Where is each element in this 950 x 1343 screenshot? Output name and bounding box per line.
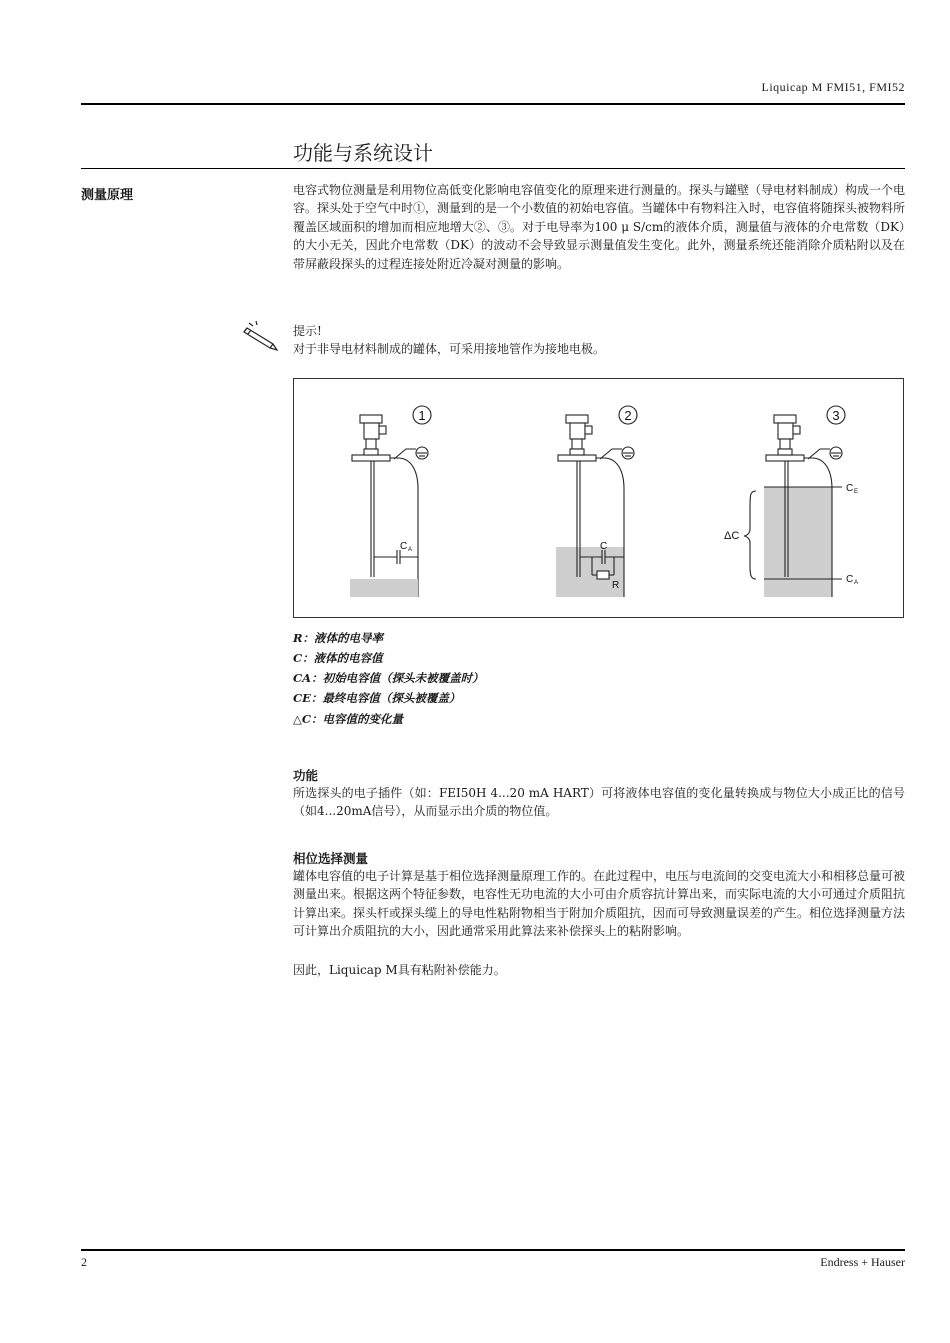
header-rule	[81, 103, 905, 105]
legend-ca: CA：初始电容值（探头未被覆盖时）	[293, 671, 484, 685]
document-header-title: Liquicap M FMI51, FMI52	[761, 80, 905, 94]
pencil-note-icon	[243, 320, 281, 352]
figure-label-ca3: C	[846, 574, 854, 585]
legend-r: R：液体的电导率	[293, 631, 384, 645]
function-heading: 功能	[293, 768, 319, 783]
measurement-figure	[293, 378, 904, 618]
figure-label-3: 3	[832, 408, 840, 423]
phase-heading: 相位选择测量	[293, 851, 369, 866]
figure-label-r2: R	[612, 580, 620, 591]
section-rule	[81, 168, 905, 169]
note-title: 提示!	[293, 324, 322, 338]
measurement-principle-heading: 测量原理	[81, 188, 134, 203]
figure-label-ca3-sub: A	[854, 580, 859, 586]
initial-liquid-level	[350, 579, 418, 597]
probe-diagram	[294, 379, 903, 617]
full-liquid-level	[764, 487, 832, 597]
legend-c: C：液体的电容值	[293, 651, 383, 665]
figure-label-1: 1	[418, 408, 426, 423]
page-number: 2	[81, 1255, 87, 1269]
phase-text-conclusion: 因此，Liquicap M具有粘附补偿能力。	[293, 963, 506, 977]
figure-label-delta-c: ΔC	[724, 530, 740, 542]
figure-label-ca1: C	[400, 541, 408, 552]
footer-rule	[81, 1249, 905, 1251]
section-title: 功能与系统设计	[293, 141, 433, 165]
legend-delta-c: △C：电容值的变化量	[293, 712, 403, 726]
figure-label-ce3: C	[846, 483, 854, 494]
footer-brand: Endress + Hauser	[820, 1255, 905, 1269]
phase-text: 罐体电容值的电子计算是基于相位选择测量原理工作的。在此过程中，电压与电流间的交变电流大小和相移总量可被测量出来。根据这两个特征参数，电容性无功电流的大小可由介质容抗计算出来，而实际电流的大小可通过介质阻抗计算出来。探头杆或探头缆上的导电性粘附物相当于附加介质阻抗，因而可导致测量误差的产生。相位选择测量方法可计算出介质阻抗的大小，因此通常采用此算法来补偿探头上的粘附影响。	[293, 869, 906, 939]
function-text: 所选探头的电子插件（如：FEI50H 4...20 mA HART）可将液体电容值的变化量转换成与物位大小成正比的信号（如4...20mA信号），从而显示出介质的物位值。	[293, 786, 905, 819]
figure-label-ca1-sub: A	[408, 547, 413, 553]
figure-label-2: 2	[624, 408, 632, 423]
note-text: 对于非导电材料制成的罐体，可采用接地管作为接地电极。	[293, 342, 606, 356]
figure-label-c2: C	[600, 541, 608, 552]
measurement-principle-paragraph: 电容式物位测量是利用物位高低变化影响电容值变化的原理来进行测量的。探头与罐壁（导电材料制成）构成一个电容。探头处于空气中时①，测量到的是一个小数值的初始电容值。当罐体中有物料注入时，电容值将随探头被物料所覆盖区域面积的增加而相应地增大②、③。对于电导率为100 μ S/cm的液体介质，测量值与液体的介电常数（DK）的大小无关，因此介电常数（DK）的波动不会导致显示测量值发生变化。此外，测量系统还能消除介质粘附以及在带屏蔽段探头的过程连接处附近冷凝对测量的影响。	[293, 183, 906, 271]
probe-1	[352, 415, 428, 597]
legend-ce: CE：最终电容值（探头被覆盖）	[293, 691, 461, 705]
figure-label-ce3-sub: E	[854, 489, 859, 495]
